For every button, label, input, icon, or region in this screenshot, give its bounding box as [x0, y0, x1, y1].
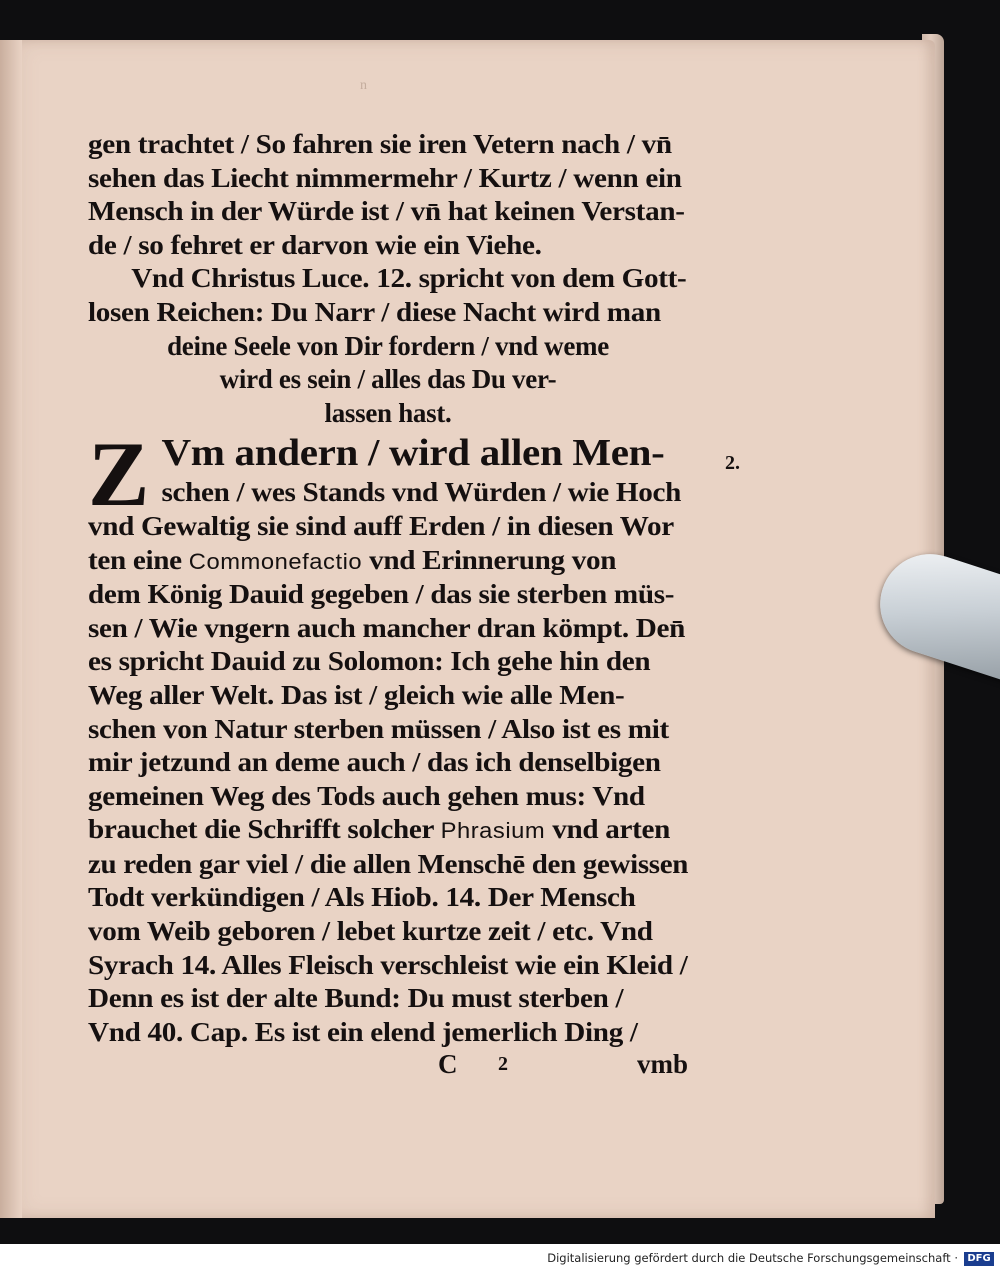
catchword-row [88, 1049, 688, 1085]
text-line: sehen das Liecht nimmermehr / Kurtz / wenn ein [88, 162, 682, 193]
text-line: Vnd 40. Cap. Es ist ein elend jemerlich Ding / [88, 1016, 638, 1047]
text-line-latin: brauchet die Schrifft solcher Phrasium vnd arten [88, 814, 671, 845]
text-line: Todt verkündigen / Als Hiob. 14. Der Mensch [88, 882, 636, 913]
catchword: vmb [636, 1049, 688, 1080]
text-line: Mensch in der Würde ist / vn̄ hat keinen Verstan- [88, 196, 685, 227]
text-line: losen Reichen: Du Narr / diese Nacht wird man [88, 296, 661, 327]
gutter-shadow [0, 40, 22, 1218]
text-line: sen / Wie vngern auch mancher dran kömpt. Den̄ [88, 612, 686, 643]
text-line: vom Weib geboren / lebet kurtze zeit / etc. Vnd [88, 916, 653, 947]
text-line: gemeinen Weg des Tods auch gehen mus: Vnd [88, 780, 645, 811]
section-second-line: schen / wes Stands vnd Würden / wie Hoch [161, 477, 682, 508]
text-line: mir jetzund an deme auch / das ich denselbigen [88, 747, 661, 778]
text-line: de / so fehret er darvon wie ein Viehe. [88, 229, 542, 260]
main-text [88, 128, 688, 1085]
footer-credit: Digitalisierung gefördert durch die Deutsche Forschungsgemeinschaft · [547, 1251, 958, 1265]
text-line: dem König Dauid gegeben / das sie sterben müs- [88, 579, 675, 610]
text-line: es spricht Dauid zu Solomon: Ich gehe hin den [88, 646, 651, 677]
text-line: Syrach 14. Alles Fleisch verschleist wie ein Kleid / [88, 949, 688, 980]
text-line: zu reden gar viel / die allen Menschē den gewissen [88, 848, 689, 879]
bleed-through-mark: n [360, 78, 367, 93]
dfg-logo-icon: DFG [964, 1252, 994, 1266]
text-line: Denn es ist der alte Bund: Du must sterben / [88, 983, 624, 1014]
text-line: gen trachtet / So fahren sie iren Vetern nach / vn̄ [88, 129, 672, 159]
signature-mark: C [438, 1049, 458, 1080]
text-line: Weg aller Welt. Das ist / gleich wie alle Men- [88, 679, 625, 710]
text-line: vnd Gewaltig sie sind auff Erden / in diesen Wor [88, 510, 674, 541]
latin-word: Phrasium [440, 818, 546, 844]
text-line: schen von Natur sterben müssen / Also ist es mit [88, 713, 669, 744]
text-line-latin: ten eine Commonefactio vnd Erinnerung von [88, 544, 617, 575]
drop-cap: Z [88, 423, 150, 526]
margin-number: 2. [725, 452, 740, 474]
text-line: Vnd Christus Luce. 12. spricht von dem Gott- [131, 263, 687, 294]
text-line: deine Seele von Dir fordern / vnd weme [167, 330, 609, 361]
signature-number: 2 [498, 1053, 508, 1076]
footer-bar [0, 1244, 1000, 1274]
section-first-line: Vm andern / wird allen Men- [161, 432, 665, 475]
latin-word: Commonefactio [188, 548, 363, 574]
text-line: wird es sein / alles das Du ver- [219, 364, 557, 395]
text-line: lassen hast. [324, 397, 452, 428]
